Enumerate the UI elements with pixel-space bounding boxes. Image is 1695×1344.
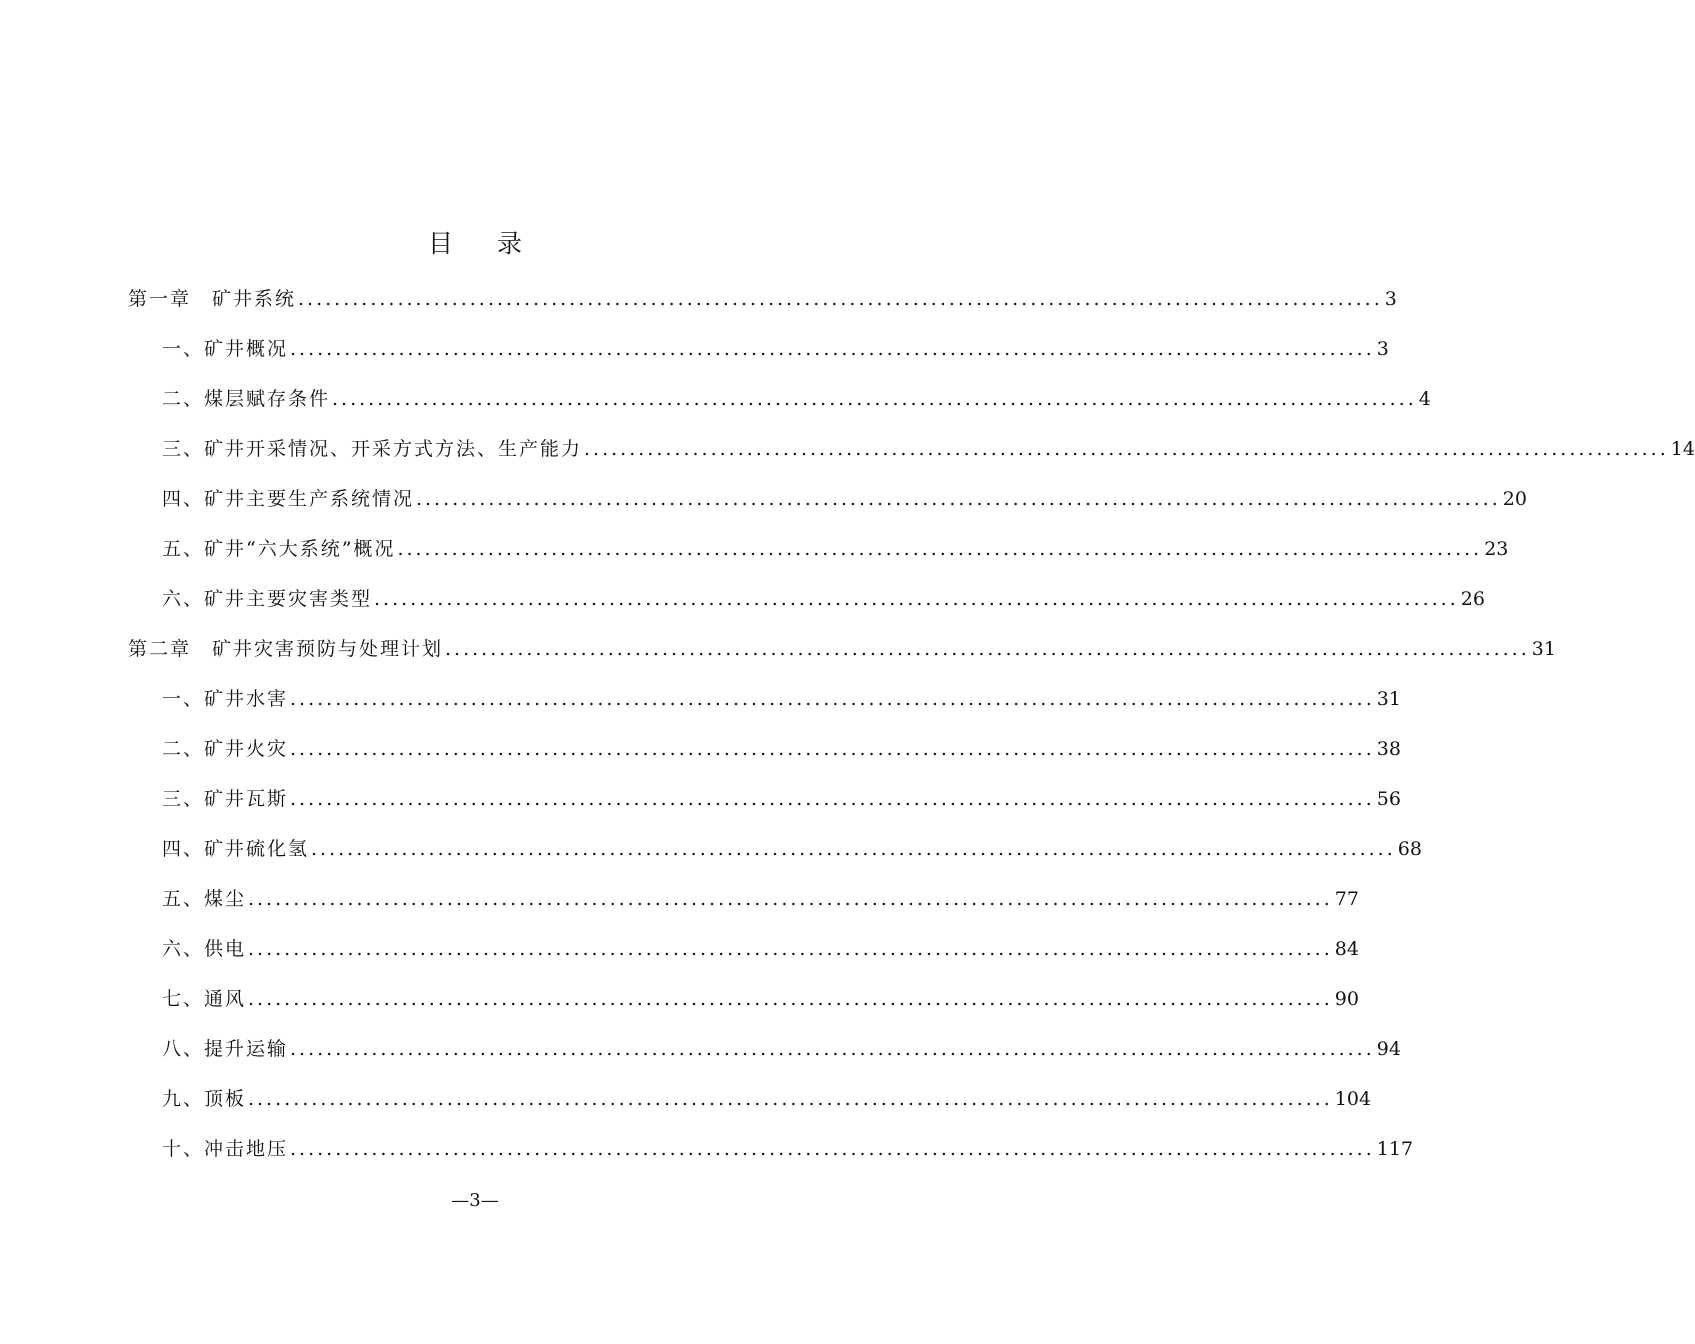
toc-dot-leader: ........................................................................................................................ (248, 988, 1333, 1010)
toc-entry-label: 四、矿井主要生产系统情况 (162, 488, 415, 510)
toc-dot-leader: ........................................................................................................................ (311, 838, 1396, 860)
toc-entry-section[interactable] (0, 324, 1389, 374)
toc-entry-label: 二、煤层赋存条件 (162, 388, 331, 410)
toc-entry-label: 五、矿井“六大系统”概况 (162, 538, 396, 560)
toc-entry-page: 117 (1376, 1138, 1414, 1160)
toc-entry-section[interactable] (0, 724, 1401, 774)
toc-dot-leader: ........................................................................................................................ (290, 338, 1375, 360)
toc-entry-chapter-1[interactable] (0, 274, 1397, 324)
toc-entry-label: 三、矿井开采情况、开采方式方法、生产能力 (162, 438, 583, 460)
toc-entry-page: 104 (1334, 1088, 1372, 1110)
toc-dot-leader: ........................................................................................................................ (374, 588, 1459, 610)
toc-entry-page: 20 (1502, 488, 1527, 510)
toc-dot-leader: ........................................................................................................................ (290, 688, 1375, 710)
toc-entry-page: 38 (1376, 738, 1401, 760)
toc-dot-leader: ........................................................................................................................ (445, 638, 1530, 660)
toc-entry-section[interactable] (0, 1074, 1372, 1124)
toc-entry-label: 二、矿井火灾 (162, 738, 289, 760)
toc-entry-label: 六、供电 (162, 938, 247, 960)
toc-entry-page: 68 (1397, 838, 1422, 860)
toc-entry-page: 14 (1670, 438, 1695, 460)
toc-entry-section[interactable] (0, 924, 1359, 974)
toc-entry-page: 3 (1384, 288, 1397, 310)
toc-dot-leader: ........................................................................................................................ (248, 1088, 1333, 1110)
toc-entry-page: 31 (1531, 638, 1556, 660)
toc-entry-page: 23 (1484, 538, 1509, 560)
toc-entry-section[interactable] (0, 374, 1431, 424)
toc-entry-label: 三、矿井瓦斯 (162, 788, 289, 810)
toc-dot-leader: ........................................................................................................................ (290, 1038, 1375, 1060)
toc-entry-section[interactable] (0, 1124, 1414, 1174)
toc-dot-leader: ........................................................................................................................ (584, 438, 1669, 460)
toc-dot-leader: ........................................................................................................................ (332, 388, 1417, 410)
page-number-footer: —3— (451, 1190, 499, 1211)
toc-dot-leader: ........................................................................................................................ (248, 888, 1333, 910)
toc-dot-leader: ........................................................................................................................ (298, 288, 1383, 310)
toc-entry-page: 84 (1334, 938, 1359, 960)
toc-entry-label: 九、顶板 (162, 1088, 247, 1110)
toc-entry-section[interactable] (0, 674, 1401, 724)
toc-entry-page: 3 (1376, 338, 1389, 360)
toc-dot-leader: ........................................................................................................................ (290, 788, 1375, 810)
toc-entry-page: 31 (1376, 688, 1401, 710)
toc-entry-page: 94 (1376, 1038, 1401, 1060)
toc-entry-page: 4 (1418, 388, 1431, 410)
toc-entry-label: 四、矿井硫化氢 (162, 838, 310, 860)
toc-dot-leader: ........................................................................................................................ (290, 738, 1375, 760)
toc-entry-label: 十、冲击地压 (162, 1138, 289, 1160)
toc-entry-page: 26 (1460, 588, 1485, 610)
toc-entry-section[interactable] (0, 424, 1695, 474)
toc-entry-label: 第二章 矿井灾害预防与处理计划 (128, 638, 444, 660)
toc-entry-label: 八、提升运输 (162, 1038, 289, 1060)
toc-entry-section[interactable] (0, 974, 1359, 1024)
toc-dot-leader: ........................................................................................................................ (290, 1138, 1375, 1160)
toc-entry-page: 90 (1334, 988, 1359, 1010)
toc-entry-section[interactable] (0, 574, 1485, 624)
toc-entry-label: 五、煤尘 (162, 888, 247, 910)
toc-entry-chapter-2[interactable] (0, 624, 1556, 674)
toc-entry-label: 第一章 矿井系统 (128, 288, 297, 310)
toc-entry-section[interactable] (0, 774, 1401, 824)
toc-entry-section[interactable] (0, 524, 1509, 574)
table-of-contents (0, 274, 1695, 1174)
toc-entry-label: 七、通风 (162, 988, 247, 1010)
toc-entry-section[interactable] (0, 824, 1422, 874)
toc-entry-section[interactable] (0, 474, 1527, 524)
toc-entry-section[interactable] (0, 874, 1359, 924)
toc-entry-label: 一、矿井水害 (162, 688, 289, 710)
toc-entry-label: 一、矿井概况 (162, 338, 289, 360)
toc-dot-leader: ........................................................................................................................ (416, 488, 1501, 510)
toc-entry-label: 六、矿井主要灾害类型 (162, 588, 373, 610)
toc-entry-section[interactable] (0, 1024, 1401, 1074)
page-title: 目 录 (428, 229, 540, 258)
toc-dot-leader: ........................................................................................................................ (248, 938, 1333, 960)
toc-entry-page: 56 (1376, 788, 1401, 810)
toc-entry-page: 77 (1334, 888, 1359, 910)
toc-dot-leader: ........................................................................................................................ (397, 538, 1483, 560)
